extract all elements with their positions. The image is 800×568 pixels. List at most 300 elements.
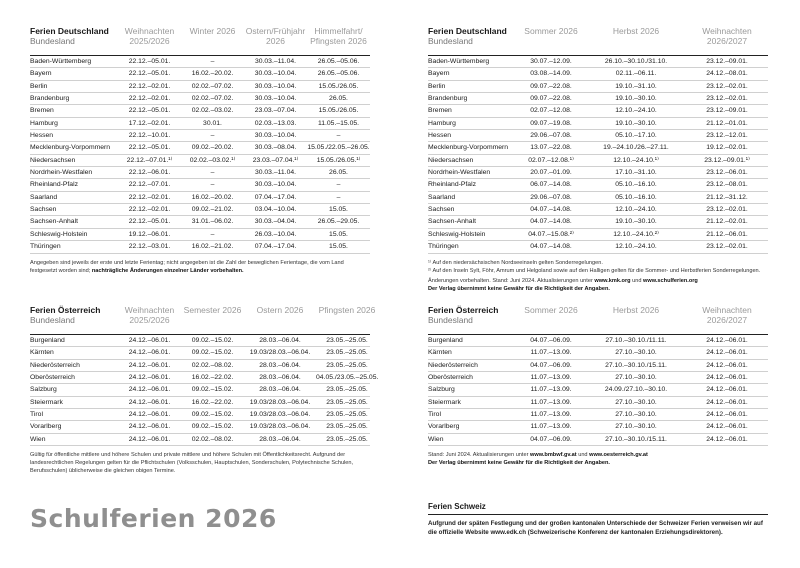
table-cell: 24.12.–06.01. <box>706 398 748 406</box>
stand-line: Änderungen vorbehalten. Stand: Juni 2024. Aktualisierungen unter www.kmk.org und www.schulferien.org <box>428 277 698 284</box>
table-cell: 24.12.–06.01. <box>706 411 748 419</box>
row-label: Rheinland-Pfalz <box>30 181 78 189</box>
table-row <box>30 179 370 191</box>
table-cell: 24.12.–06.01. <box>706 435 748 443</box>
table-footnotes <box>428 259 768 293</box>
row-label: Hamburg <box>30 119 58 127</box>
table-row <box>428 192 768 204</box>
table-row <box>428 384 768 396</box>
table-cell: 22.12.–03.01. <box>128 243 171 251</box>
table-body <box>30 56 370 254</box>
row-label: Nordrhein-Westfalen <box>428 169 491 177</box>
table-row <box>428 167 768 179</box>
row-label: Hessen <box>30 132 54 140</box>
row-label: Berlin <box>30 82 48 90</box>
schweiz-section <box>428 502 768 537</box>
table-cell: 03.08.–14.09. <box>530 70 572 78</box>
row-label: Saarland <box>428 193 456 201</box>
row-label: Hessen <box>428 132 452 140</box>
row-label: Steiermark <box>30 398 63 406</box>
table-oesterreich-summer-autumn <box>428 305 768 467</box>
table-row <box>30 216 370 228</box>
row-label: Thüringen <box>428 243 459 251</box>
table-row <box>428 204 768 216</box>
table-cell: 30.01. <box>203 119 222 127</box>
row-label: Mecklenburg-Vorpommern <box>428 144 509 152</box>
table-cell: 24.12.–06.01. <box>128 361 171 369</box>
table-cell: 24.12.–06.01. <box>706 337 748 344</box>
footnote-1: ¹⁾ Auf den niedersächsischen Nordseeinseln gelten Sonderregelungen. <box>428 259 603 266</box>
table-cell: 24.12.–06.01. <box>128 349 171 357</box>
table-cell: 19.03/28.03.–06.04. <box>249 349 311 357</box>
table-row <box>428 179 768 191</box>
link-bmbwf[interactable]: www.bmbwf.gv.at <box>530 452 577 459</box>
table-cell: – <box>210 169 215 177</box>
table-row <box>30 384 370 396</box>
row-label: Sachsen-Anhalt <box>30 218 78 226</box>
table-cell: 24.12.–06.01. <box>128 374 171 382</box>
row-label: Oberösterreich <box>30 374 75 382</box>
table-cell: 27.10.–30.10. <box>615 349 657 357</box>
table-cell: 22.12.–02.01. <box>128 95 171 103</box>
table-cell: – <box>210 132 215 140</box>
table-cell: 05.10.–16.10. <box>615 181 657 189</box>
table-header <box>30 26 370 56</box>
table-row <box>30 142 370 154</box>
table-cell: 28.03.–06.04. <box>259 374 301 382</box>
table-cell: 28.03.–06.04. <box>259 361 301 369</box>
table-row <box>30 434 370 446</box>
table-cell: – <box>210 230 215 238</box>
table-cell: 04.07.–06.09. <box>530 435 572 443</box>
table-row <box>428 335 768 347</box>
table-cell: 09.02.–21.02. <box>191 206 234 214</box>
table-cell: 23.12.–06.01. <box>706 169 748 177</box>
table-row <box>428 229 768 241</box>
table-cell: 19.03/28.03.–06.04. <box>249 411 311 419</box>
table-row <box>30 192 370 204</box>
table-cell: 19.10.–30.10. <box>615 119 657 127</box>
row-label: Sachsen <box>428 206 455 214</box>
table-row <box>428 93 768 105</box>
column-header: Weihnachten 2026/2027 <box>702 26 752 46</box>
row-label: Tirol <box>30 411 43 419</box>
table-cell: 24.12.–06.01. <box>128 423 171 431</box>
table-cell: 11.07.–13.09. <box>530 423 572 431</box>
table-body <box>428 56 768 254</box>
table-cell: 26.05.–05.06. <box>317 70 360 78</box>
table-subtitle: Bundesland <box>30 315 75 325</box>
link-oesterreich[interactable]: www.oesterreich.gv.at <box>589 452 648 459</box>
table-cell: 16.02.–20.02. <box>191 70 234 78</box>
table-cell: 06.07.–14.08. <box>530 181 572 189</box>
table-cell: 23.12.–02.01. <box>706 95 748 103</box>
table-cell: 02.02.–07.02. <box>191 82 234 90</box>
row-label: Tirol <box>428 411 441 419</box>
disclaimer: Der Verlag übernimmt keine Gewähr für die Richtigkeit der Angaben. <box>428 285 610 292</box>
table-row <box>428 434 768 446</box>
table-row <box>30 130 370 142</box>
row-label: Baden-Württemberg <box>30 58 92 65</box>
table-subtitle: Bundesland <box>428 315 473 325</box>
table-cell: 15.05./26.05. <box>318 82 359 90</box>
table-row <box>428 68 768 80</box>
table-cell: 11.05.–15.05. <box>317 119 360 127</box>
table-cell: 30.03.–10.04. <box>254 181 297 189</box>
row-label: Vorarlberg <box>30 423 62 431</box>
table-cell: 23.05.–25.05. <box>326 411 368 419</box>
table-cell: 23.12.–12.01. <box>706 132 748 140</box>
row-label: Mecklenburg-Vorpommern <box>30 144 111 152</box>
table-cell: 31.01.–06.02. <box>191 218 234 226</box>
row-label: Brandenburg <box>30 95 70 103</box>
table-cell: 30.03.–10.04. <box>254 132 297 140</box>
table-cell: 23.05.–25.05. <box>326 398 368 406</box>
table-cell: – <box>336 132 341 140</box>
table-row <box>428 409 768 421</box>
table-cell: 30.03.–10.04. <box>254 82 297 90</box>
table-cell: 21.12.–31.12. <box>706 193 748 201</box>
table-cell: 04.05./23.05.–25.05. <box>316 374 379 382</box>
schweiz-title: Ferien Schweiz <box>428 502 768 515</box>
link-schulferien[interactable]: www.schulferien.org <box>643 277 698 284</box>
table-row <box>428 105 768 117</box>
table-title: Ferien Deutschland <box>30 26 109 36</box>
table-cell: 19.10.–30.10. <box>615 218 657 226</box>
link-kmk[interactable]: www.kmk.org <box>594 277 631 284</box>
table-row <box>428 397 768 409</box>
table-cell: 04.07.–06.09. <box>530 361 572 369</box>
table-cell: 23.12.–08.01. <box>706 181 748 189</box>
table-cell: 12.10.–24.10.¹⁾ <box>613 156 659 164</box>
table-cell: 22.12.–05.01. <box>128 144 171 152</box>
row-label: Steiermark <box>428 398 461 406</box>
table-row <box>30 204 370 216</box>
table-row <box>30 105 370 117</box>
table-cell: 28.03.–06.04. <box>259 337 301 344</box>
row-label: Niedersachsen <box>428 156 474 164</box>
table-cell: 02.11.–06.11. <box>615 70 657 78</box>
table-cell: 11.07.–13.09. <box>530 411 572 419</box>
table-row <box>428 241 768 253</box>
table-row <box>428 81 768 93</box>
column-header: Winter 2026 <box>189 26 236 36</box>
table-cell: 24.12.–06.01. <box>128 398 171 406</box>
table-row <box>428 130 768 142</box>
table-cell: 23.12.–02.01. <box>706 82 748 90</box>
table-cell: 22.12.–06.01. <box>128 169 171 177</box>
table-cell: 27.10.–30.10. <box>615 398 657 406</box>
table-cell: 12.10.–24.10. <box>615 206 657 214</box>
table-cell: 23.05.–25.05. <box>326 386 368 394</box>
table-cell: 19.12.–02.01. <box>706 144 748 152</box>
table-cell: 24.12.–06.01. <box>128 386 171 394</box>
row-label: Thüringen <box>30 243 61 251</box>
table-cell: 15.05. <box>329 243 348 251</box>
table-cell: 17.10.–31.10. <box>615 169 657 177</box>
table-cell: 07.04.–17.04. <box>254 243 297 251</box>
table-cell: 23.12.–02.01. <box>706 206 748 214</box>
table-cell: 30.03.–11.04. <box>254 169 297 177</box>
table-header <box>428 26 768 56</box>
table-cell: 22.12.–05.01. <box>128 58 171 65</box>
row-label: Hamburg <box>428 119 456 127</box>
table-cell: 21.12.–01.01. <box>706 119 748 127</box>
table-cell: 28.03.–06.04. <box>259 386 301 394</box>
row-label: Bremen <box>428 107 452 115</box>
table-header <box>428 305 768 335</box>
table-cell: 23.03.–07.04.¹⁾ <box>252 156 299 164</box>
table-cell: 26.10.–30.10./31.10. <box>604 58 668 65</box>
table-row <box>30 81 370 93</box>
table-cell: 23.05.–25.05. <box>326 349 368 357</box>
row-label: Bayern <box>428 70 450 78</box>
row-label: Schleswig-Holstein <box>428 230 486 238</box>
table-cell: 22.12.–05.01. <box>128 107 171 115</box>
table-cell: 03.04.–10.04. <box>254 206 297 214</box>
table-cell: 19.03/28.03.–06.04. <box>249 423 311 431</box>
schweiz-text: Aufgrund der späten Festlegung und der großen kantonalen Unterschiede der Schweizer Ferien verweisen wir auf die offizielle Website www.edk.ch (Schweizerische Konferenz der kantonalen Erziehungsdirektoren). <box>428 520 763 536</box>
table-cell: 07.04.–17.04. <box>254 193 297 201</box>
column-header: Ostern/Frühjahr 2026 <box>245 26 306 46</box>
table-cell: 02.02.–08.02. <box>191 361 234 369</box>
table-cell: 24.12.–06.01. <box>706 423 748 431</box>
table-cell: 23.12.–02.01. <box>706 243 748 251</box>
table-cell: 26.05.–05.06. <box>317 58 360 65</box>
row-label: Wien <box>428 435 444 443</box>
table-cell: 04.07.–14.08. <box>530 218 572 226</box>
table-cell: 26.05. <box>329 95 348 103</box>
table-cell: 05.10.–17.10. <box>615 132 657 140</box>
row-label: Schleswig-Holstein <box>30 230 88 238</box>
row-label: Kärnten <box>428 349 452 357</box>
table-cell: 02.02.–08.02. <box>191 435 234 443</box>
table-cell: 22.12.–02.01. <box>128 193 171 201</box>
table-cell: 12.10.–24.10. <box>615 107 657 115</box>
table-cell: 15.05. <box>329 230 348 238</box>
column-header: Weihnachten 2025/2026 <box>124 26 175 46</box>
row-label: Brandenburg <box>428 95 468 103</box>
table-cell: 26.05. <box>329 169 348 177</box>
table-row <box>30 68 370 80</box>
table-deutschland-summer-autumn <box>428 26 768 293</box>
table-cell: 15.05./22.05.–26.05. <box>307 144 370 152</box>
table-title: Ferien Deutschland <box>428 26 507 36</box>
table-cell: 02.02.–07.02. <box>191 95 234 103</box>
table-footnotes <box>428 451 768 467</box>
table-cell: 22.12.–07.01.¹⁾ <box>126 156 173 164</box>
table-row <box>428 372 768 384</box>
table-cell: 11.07.–13.09. <box>530 398 572 406</box>
row-label: Baden-Württemberg <box>428 58 490 65</box>
table-cell: 20.07.–01.09. <box>530 169 572 177</box>
table-cell: 27.10.–30.10. <box>615 374 657 382</box>
table-row <box>428 360 768 372</box>
table-cell: 12.10.–24.10. <box>615 243 657 251</box>
table-cell: 30.03.–04.04. <box>254 218 297 226</box>
table-row <box>428 216 768 228</box>
table-cell: 23.12.–09.01. <box>706 107 748 115</box>
row-label: Rheinland-Pfalz <box>428 181 476 189</box>
table-cell: 17.12.–02.01. <box>128 119 171 127</box>
table-cell: 09.02.–15.02. <box>191 337 234 344</box>
table-row <box>30 229 370 241</box>
table-cell: 02.07.–12.08.¹⁾ <box>528 156 574 164</box>
table-cell: 27.10.–30.10./11.11. <box>605 337 667 344</box>
table-row <box>30 56 370 68</box>
table-cell: 23.05.–25.05. <box>326 361 368 369</box>
table-cell: – <box>210 58 215 65</box>
table-cell: 12.10.–24.10.²⁾ <box>613 230 659 238</box>
table-cell: 23.05.–25.05. <box>326 435 368 443</box>
table-row <box>30 409 370 421</box>
table-row <box>30 421 370 433</box>
table-cell: 16.02.–22.02. <box>191 374 234 382</box>
table-cell: 30.03.–08.04. <box>254 144 297 152</box>
row-label: Salzburg <box>30 386 57 394</box>
row-label: Bayern <box>30 70 52 78</box>
table-cell: 16.02.–21.02. <box>191 243 234 251</box>
table-cell: 23.05.–25.05. <box>326 423 368 431</box>
row-label: Wien <box>30 435 46 443</box>
table-cell: 02.02.–03.02. <box>191 107 234 115</box>
table-cell: 09.07.–19.08. <box>530 119 572 127</box>
table-cell: 27.10.–30.10./15.11. <box>605 435 667 443</box>
row-label: Niederösterreich <box>30 361 80 369</box>
table-cell: 09.02.–15.02. <box>191 411 234 419</box>
row-label: Sachsen-Anhalt <box>428 218 476 226</box>
table-cell: 09.02.–20.02. <box>191 144 234 152</box>
row-label: Salzburg <box>428 386 455 394</box>
table-cell: 11.07.–13.09. <box>530 374 572 382</box>
table-row <box>30 335 370 347</box>
table-cell: 22.12.–02.01. <box>128 82 171 90</box>
table-cell: 22.12.–07.01. <box>128 181 171 189</box>
table-row <box>428 56 768 68</box>
table-row <box>30 93 370 105</box>
column-header: Sommer 2026 <box>524 26 578 36</box>
table-note: Gültig für öffentliche mittlere und höhere Schulen und private mittlere und höhere Schulen mit Öffentlichkeitsrecht. Aufgrund der landesrechtlichen Regelungen gelten für die Pflichtschulen (Volksschulen, Hauptschulen, Sonderschulen, Polytechnische Schulen, Berufsschulen) üblicherweise die gleichen obigen Termine. <box>30 452 354 475</box>
table-subtitle: Bundesland <box>428 36 473 46</box>
table-row <box>30 167 370 179</box>
table-cell: 04.07.–06.09. <box>530 337 572 344</box>
disclaimer: Der Verlag übernimmt keine Gewähr für die Richtigkeit der Angaben. <box>428 460 610 467</box>
row-label: Burgenland <box>428 337 463 344</box>
table-cell: 26.05.–29.05. <box>317 218 360 226</box>
table-header <box>30 305 376 335</box>
table-cell: 23.12.–09.01. <box>706 58 748 65</box>
table-cell: 19.12.–06.01. <box>128 230 171 238</box>
table-cell: 09.07.–22.08. <box>530 95 572 103</box>
table-body <box>30 335 379 446</box>
table-cell: – <box>210 181 215 189</box>
row-label: Niedersachsen <box>30 156 76 164</box>
table-cell: 15.05./26.05.¹⁾ <box>316 156 361 164</box>
column-header: Semester 2026 <box>183 305 242 315</box>
table-oesterreich-winter-spring <box>30 305 379 475</box>
table-note: Angegeben sind jeweils der erste und letzte Ferientag; nicht angegeben ist die Zahl der beweglichen Ferientage, die vom Land festgesetzt worden sind; nachträgliche Änderungen einzelner Länder vorbehalten. <box>30 259 344 274</box>
table-cell: – <box>336 181 341 189</box>
table-cell: 04.07.–14.08. <box>530 243 572 251</box>
table-cell: 24.12.–06.01. <box>706 361 748 369</box>
table-title: Ferien Österreich <box>428 305 499 315</box>
table-cell: 04.07.–14.08. <box>530 206 572 214</box>
column-header: Weihnachten 2026/2027 <box>702 305 752 325</box>
column-header: Himmelfahrt/ Pfingsten 2026 <box>310 26 367 46</box>
table-cell: 28.03.–06.04. <box>259 435 301 443</box>
row-label: Saarland <box>30 193 58 201</box>
table-cell: 09.02.–15.02. <box>191 349 234 357</box>
table-cell: 04.07.–15.08.²⁾ <box>528 230 574 238</box>
table-cell: 23.03.–07.04. <box>254 107 297 115</box>
table-cell: 24.12.–06.01. <box>706 349 748 357</box>
table-cell: 09.02.–15.02. <box>191 386 234 394</box>
table-cell: 21.12.–02.01. <box>706 218 748 226</box>
table-cell: 24.12.–06.01. <box>128 411 171 419</box>
table-cell: 24.12.–08.01. <box>706 70 748 78</box>
column-header: Herbst 2026 <box>612 305 660 315</box>
table-cell: 05.10.–16.10. <box>615 193 657 201</box>
table-cell: 19.03/28.03.–06.04. <box>249 398 311 406</box>
table-cell: 15.05. <box>329 206 348 214</box>
table-cell: 27.10.–30.10. <box>615 423 657 431</box>
table-row <box>30 118 370 130</box>
table-body <box>428 335 768 446</box>
table-cell: 24.12.–06.01. <box>128 435 171 443</box>
row-label: Sachsen <box>30 206 57 214</box>
table-cell: 02.07.–12.08. <box>530 107 572 115</box>
table-cell: 21.12.–06.01. <box>706 230 748 238</box>
table-row <box>30 241 370 253</box>
column-header: Herbst 2026 <box>612 26 660 36</box>
table-cell: 22.12.–05.01. <box>128 70 171 78</box>
table-cell: 13.07.–22.08. <box>530 144 572 152</box>
page-title: Schulferien 2026 <box>30 504 277 533</box>
table-cell: 19.–24.10./26.–27.11. <box>603 144 669 152</box>
table-cell: 27.10.–30.10./15.11. <box>605 361 667 369</box>
table-row <box>428 421 768 433</box>
row-label: Kärnten <box>30 349 54 357</box>
table-row <box>30 372 379 384</box>
table-cell: 22.12.–10.01. <box>128 132 171 140</box>
table-cell: 16.02.–20.02. <box>191 193 234 201</box>
table-cell: 02.03.–13.03. <box>254 119 297 127</box>
table-deutschland-winter-spring <box>30 26 370 275</box>
table-cell: 23.05.–25.05. <box>326 337 368 344</box>
table-cell: 09.02.–15.02. <box>191 423 234 431</box>
column-header: Ostern 2026 <box>256 305 304 315</box>
table-cell: 22.12.–02.01. <box>128 206 171 214</box>
row-label: Bremen <box>30 107 54 115</box>
column-header: Weihnachten 2025/2026 <box>124 305 175 325</box>
table-cell: 15.05./26.05. <box>318 107 359 115</box>
table-cell: 02.02.–03.02.¹⁾ <box>189 156 236 164</box>
table-cell: 26.03.–10.04. <box>254 230 297 238</box>
table-row <box>428 347 768 359</box>
table-cell: 27.10.–30.10. <box>615 411 657 419</box>
table-cell: – <box>336 193 341 201</box>
table-cell: 11.07.–13.09. <box>530 386 572 394</box>
column-header: Pfingsten 2026 <box>318 305 376 315</box>
table-row <box>428 142 768 154</box>
row-label: Niederösterreich <box>428 361 478 369</box>
table-cell: 24.12.–06.01. <box>706 374 748 382</box>
table-cell: 29.06.–07.08. <box>530 132 572 140</box>
footnote-2: ²⁾ Auf den Inseln Sylt, Föhr, Amrum und Helgoland sowie auf den Halligen gelten für die Sommer- und Herbstferien Sonderregelungen. <box>428 267 761 274</box>
table-row <box>30 397 370 409</box>
table-cell: 09.07.–22.08. <box>530 82 572 90</box>
table-cell: 24.12.–06.01. <box>706 386 748 394</box>
